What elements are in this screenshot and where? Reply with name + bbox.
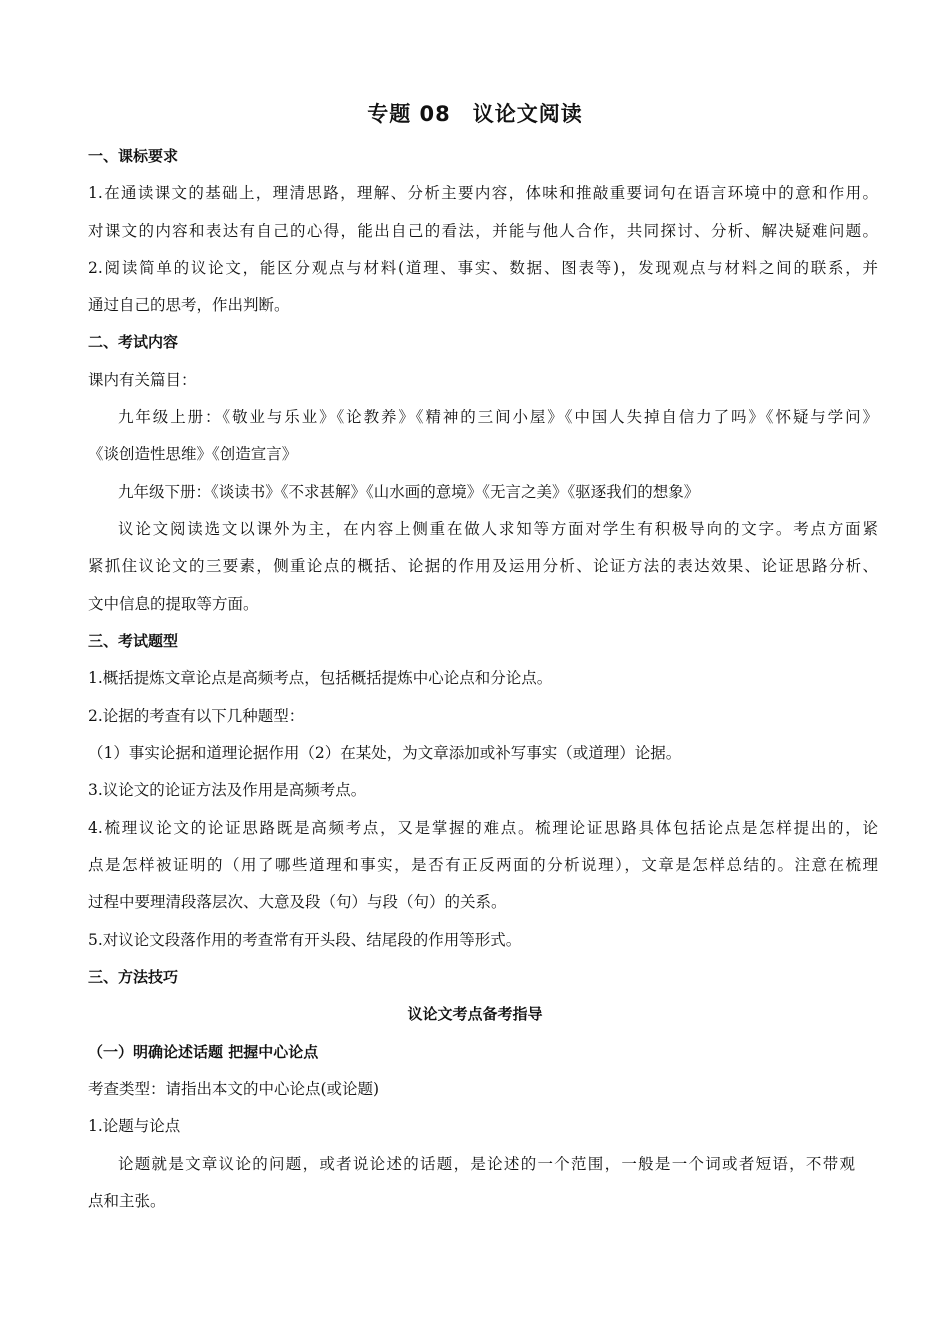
paragraph-line: 1.概括提炼文章论点是高频考点，包括概括提炼中心论点和分论点。 (88, 669, 553, 687)
paragraph-line: 对课文的内容和表达有自己的心得，能出自己的看法，并能与他人合作，共同探讨、分析、解决疑难问题。 (88, 222, 878, 240)
paragraph-line: 1.在通读课文的基础上，理清思路，理解、分析主要内容，体味和推敲重要词句在语言环境中的意和作用。 (88, 184, 878, 202)
paragraph-line: 点和主张。 (88, 1192, 166, 1210)
subsection-title: 议论文考点备考指导 (407, 1005, 543, 1023)
paragraph-line: 议论文阅读选文以课外为主，在内容上侧重在做人求知等方面对学生有积极导向的文字。考点方面紧 (118, 520, 878, 538)
paragraph-line: 九年级下册：《谈读书》《不求甚解》《山水画的意境》《无言之美》《驱逐我们的想象》 (118, 483, 700, 501)
paragraph-line: 2.阅读简单的议论文，能区分观点与材料(道理、事实、数据、图表等)，发现观点与材料之间的联系，并 (88, 259, 878, 277)
paragraph-line: 2.论据的考查有以下几种题型： (88, 707, 305, 725)
paragraph-line: 通过自己的思考，作出判断。 (88, 296, 290, 314)
paragraph-line: 1.论题与论点 (88, 1117, 181, 1135)
paragraph-line: （1）事实论据和道理论据作用（2）在某处，为文章添加或补写事实（或道理）论据。 (88, 744, 682, 762)
paragraph-line: 九年级上册：《敬业与乐业》《论教养》《精神的三间小屋》《中国人失掉自信力了吗》《怀疑与学问》 (118, 408, 878, 426)
paragraph-line: 3.议论文的论证方法及作用是高频考点。 (88, 781, 367, 799)
section-heading-methods: 三、方法技巧 (88, 968, 179, 986)
paragraph-line: 紧抓住议论文的三要素，侧重论点的概括、论据的作用及运用分析、论证方法的表达效果、论证思路分析、 (88, 557, 878, 575)
section-heading-exam-content: 二、考试内容 (88, 333, 179, 351)
section-heading-question-types: 三、考试题型 (88, 632, 179, 650)
paragraph-line: 5.对议论文段落作用的考查常有开头段、结尾段的作用等形式。 (88, 931, 522, 949)
paragraph-line: 点是怎样被证明的（用了哪些道理和事实，是否有正反两面的分析说理），文章是怎样总结的。注意在梳理 (88, 856, 878, 874)
section-heading-curriculum: 一、课标要求 (88, 147, 179, 165)
paragraph-line: 文中信息的提取等方面。 (88, 595, 259, 613)
paragraph-line: 过程中要理清段落层次、大意及段（句）与段（句）的关系。 (88, 893, 507, 911)
paragraph-line: 4.梳理议论文的论证思路既是高频考点，又是掌握的难点。梳理论证思路具体包括论点是怎样提出的，论 (88, 819, 878, 837)
paragraph-line: 论题就是文章议论的问题，或者说论述的话题，是论述的一个范围，一般是一个词或者短语，不带观 (118, 1155, 855, 1173)
subsection-heading: （一）明确论述话题 把握中心论点 (88, 1043, 319, 1061)
paragraph-line: 《谈创造性思维》《创造宣言》 (88, 445, 298, 463)
paragraph-line: 考查类型：请指出本文的中心论点(或论题) (88, 1080, 380, 1098)
paragraph-line: 课内有关篇目： (88, 371, 197, 389)
page-title: 专题 08 议论文阅读 (367, 102, 583, 126)
